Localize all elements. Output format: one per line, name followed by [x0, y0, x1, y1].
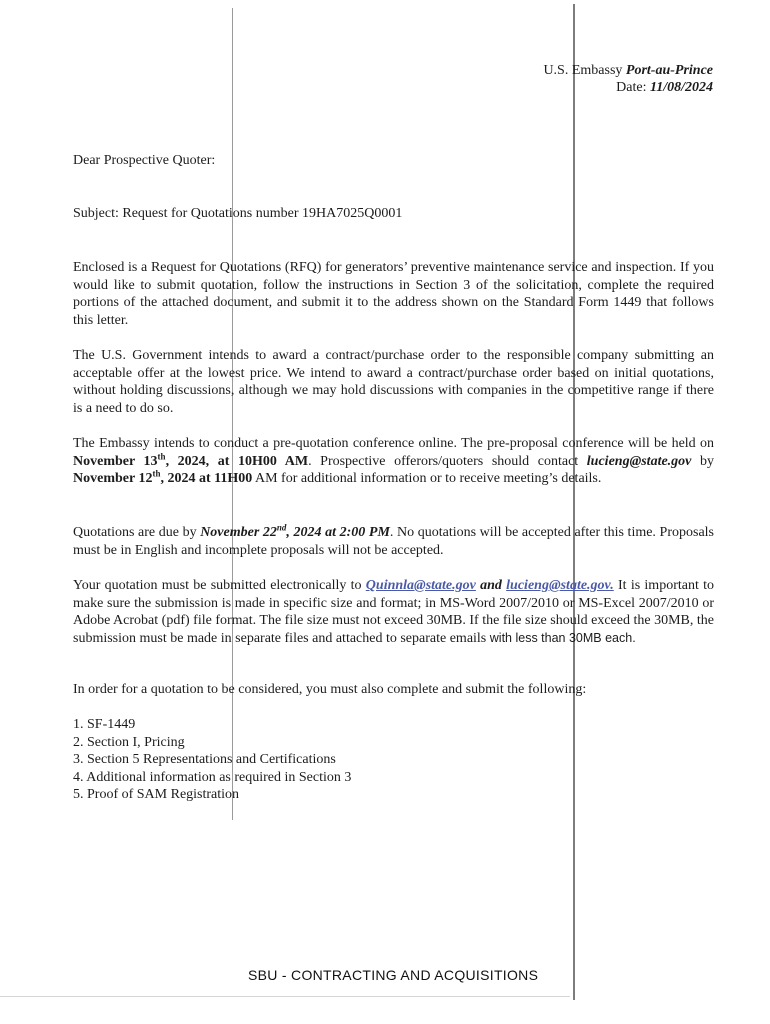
- contact-deadline: November 12th, 2024 at 11H00: [73, 468, 253, 486]
- date-line: Date: 11/08/2024: [616, 80, 713, 95]
- embassy-city: Port-au-Prince: [625, 63, 713, 78]
- list-item: 5. Proof of SAM Registration: [73, 787, 240, 802]
- embassy-line: U.S. Embassy Port-au-Prince: [543, 63, 713, 78]
- requirements-list: [73, 716, 714, 804]
- paragraph-award-intent: The U.S. Government intends to award a contract/purchase order to the responsible company submitting an acceptable offer at the lowest price. We intend to award a contract/purchase order based on initial quotations, without holding discussions, although we may hold discussions with companies in the competitive range if there is a need to do so.: [73, 348, 714, 416]
- email-link-quinnla[interactable]: Quinnla@state.gov: [365, 578, 476, 593]
- email-link-lucieng[interactable]: lucieng@state.gov.: [506, 578, 614, 593]
- footer-classification: SBU - CONTRACTING AND ACQUISITIONS: [248, 967, 539, 983]
- paragraph-rfq-intro: Enclosed is a Request for Quotations (RFQ) for generators’ preventive maintenance service and inspection. If you would like to submit quotation, follow the instructions in Section 3 of the solicitation, complete the required portions of the attached document, and submit it to the address shown on the Standard Form 1449 that follows this letter.: [73, 260, 714, 328]
- paragraph-due-date: Quotations are due by November 22nd, 2024 at 2:00 PM. No quotations will be accepted after this time. Proposals must be in English and incomplete proposals will not be accepted.: [73, 522, 714, 558]
- conference-date: November 13th, 2024, at 10H00 AM: [73, 450, 309, 469]
- subject-line: Subject: Request for Quotations number 19HA7025Q0001: [73, 206, 403, 221]
- paragraph-requirements: In order for a quotation to be considered, you must also complete and submit the following:: [73, 682, 587, 697]
- scan-artifact-line: [0, 996, 570, 997]
- list-item: 1. SF-1449: [73, 717, 136, 732]
- contact-email[interactable]: lucieng@state.gov: [586, 453, 692, 469]
- list-item: 3. Section 5 Representations and Certifications: [73, 752, 336, 767]
- letter-header: [543, 62, 713, 96]
- paragraph-conference: The Embassy intends to conduct a pre-quotation conference online. The pre-proposal conference will be held on November 13th, 2024, at 10H00 AM. Prospective offerors/quoters should contact lucieng@state.gov by November 12th, 2024 at 11H00 AM for additional information or to receive meeting’s details.: [73, 436, 714, 486]
- paragraph-submission: Your quotation must be submitted electronically to Quinnla@state.gov and lucieng@state.gov. It is important to make sure the submission is made in specific size and format; in MS-Word 2007/2010 or MS-Excel 2007/2010 or Adobe Acrobat (pdf) file format. The file size must not exceed 30MB. If the file size should exceed the 30MB, the submission must be made in separate files and attached to separate emails with less than 30MB each.: [73, 578, 714, 646]
- list-item: 2. Section I, Pricing: [73, 734, 185, 750]
- letter-date: 11/08/2024: [649, 80, 713, 95]
- list-item: 4. Additional information as required in Section 3: [73, 769, 352, 785]
- due-date: November 22nd, 2024 at 2:00 PM: [200, 522, 390, 540]
- salutation: Dear Prospective Quoter:: [73, 153, 216, 168]
